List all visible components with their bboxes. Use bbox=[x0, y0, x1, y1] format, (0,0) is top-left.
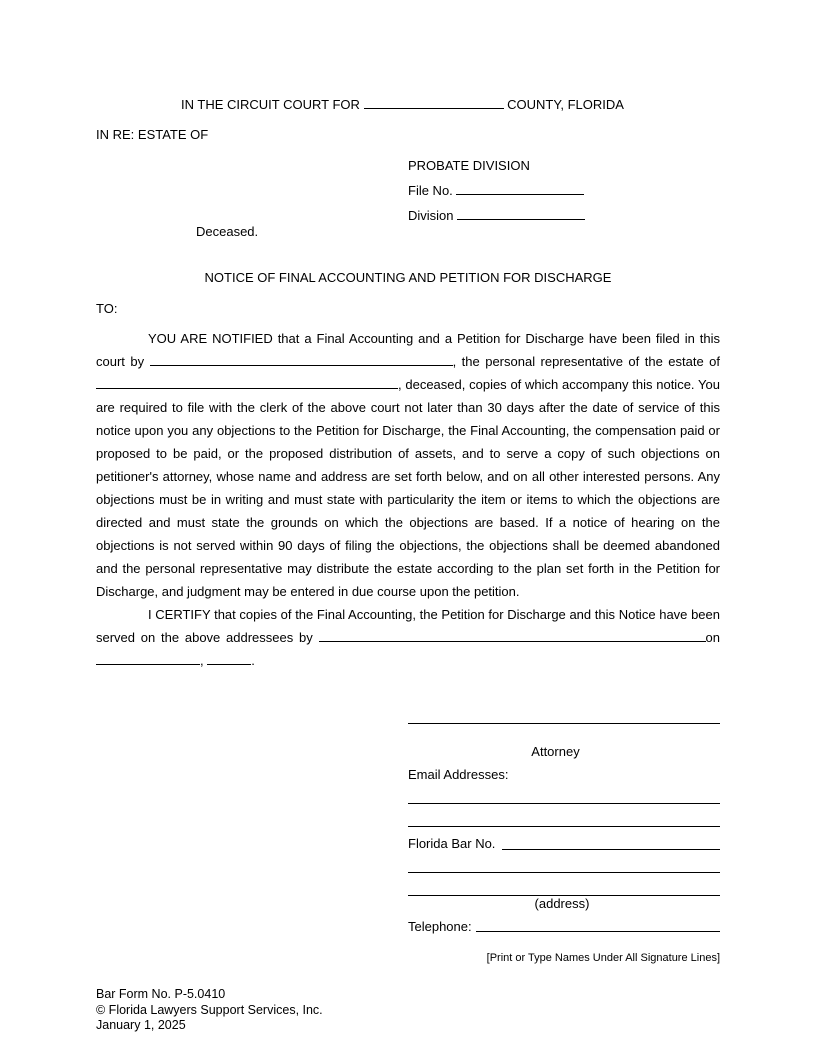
email-line-1[interactable] bbox=[408, 803, 720, 804]
service-year-blank[interactable] bbox=[207, 653, 251, 665]
county-blank[interactable] bbox=[364, 97, 504, 109]
probate-division-title: PROBATE DIVISION bbox=[408, 158, 530, 173]
certify-on: on bbox=[705, 630, 720, 645]
email-label: Email Addresses: bbox=[408, 767, 509, 782]
notice-text-start: YOU ARE NOTIFIED that a Final Accounting and a Petition for Discharge have been filed in this court by bbox=[96, 331, 720, 369]
division-row bbox=[408, 208, 585, 223]
to-label: TO: bbox=[96, 301, 118, 316]
service-date-blank[interactable] bbox=[96, 653, 200, 665]
attorney-label: Attorney bbox=[531, 744, 580, 759]
file-no-label: File No. bbox=[408, 183, 453, 198]
in-re-label: IN RE: ESTATE OF bbox=[96, 127, 209, 142]
telephone-line[interactable] bbox=[476, 931, 720, 932]
service-method-blank[interactable] bbox=[319, 630, 706, 642]
form-footer bbox=[96, 987, 323, 1034]
notice-body bbox=[96, 327, 720, 672]
notice-paragraph bbox=[96, 327, 720, 603]
copyright-line: © Florida Lawyers Support Services, Inc. bbox=[96, 1002, 323, 1017]
division-label: Division bbox=[408, 208, 454, 223]
notice-text-end: , deceased, copies of which accompany this notice. You are required to file with the clerk of the above court not later than 30 days after the date of service of this notice upon you any objections to the Petition for Discharge, the Final Accounting, the compensation paid or proposed to be paid, or the proposed distribution of assets, and to serve a copy of such objections on petitioner's attorney, whose name and address are set forth below, and on all other interested persons. Any objections must be in writing and must state with particularity the item or items to which the objections are directed and must state the grounds on which the objections are based. If a notice of hearing on the objections is not served within 90 days of filing the objections, the objections shall be deemed abandoned and the personal representative may distribute the estate according to the plan set forth in the Petition for Discharge, and judgment may be entered in due course upon the petition. bbox=[96, 377, 720, 599]
court-suffix: COUNTY, FLORIDA bbox=[507, 97, 624, 112]
form-date: January 1, 2025 bbox=[96, 1018, 186, 1032]
file-no-row bbox=[408, 183, 584, 198]
document-title: NOTICE OF FINAL ACCOUNTING AND PETITION FOR DISCHARGE bbox=[204, 270, 612, 285]
print-names-note: [Print or Type Names Under All Signature Lines] bbox=[486, 952, 720, 964]
deceased-label: Deceased. bbox=[196, 224, 259, 239]
notice-text-mid: , the personal representative of the estate of bbox=[452, 354, 720, 369]
certify-paragraph bbox=[96, 603, 720, 672]
bar-no-line[interactable] bbox=[502, 849, 720, 850]
certify-period: . bbox=[251, 653, 255, 668]
certify-comma: , bbox=[200, 653, 204, 668]
decedent-name-blank[interactable] bbox=[96, 377, 398, 389]
court-prefix: IN THE CIRCUIT COURT FOR bbox=[181, 97, 360, 112]
bar-no-label: Florida Bar No. bbox=[408, 836, 496, 851]
address-line-1[interactable] bbox=[408, 872, 720, 873]
personal-representative-blank[interactable] bbox=[150, 354, 453, 366]
form-number: Bar Form No. P-5.0410 bbox=[96, 987, 226, 1001]
email-line-2[interactable] bbox=[408, 826, 720, 827]
division-blank[interactable] bbox=[457, 208, 585, 220]
attorney-signature-line[interactable] bbox=[408, 723, 720, 724]
address-label: (address) bbox=[534, 896, 590, 911]
certify-text: I CERTIFY that copies of the Final Accounting, the Petition for Discharge and this Notice have been served on the above addressees by bbox=[96, 607, 720, 645]
court-caption bbox=[181, 97, 624, 112]
telephone-label: Telephone: bbox=[408, 919, 472, 934]
file-no-blank[interactable] bbox=[456, 183, 584, 195]
